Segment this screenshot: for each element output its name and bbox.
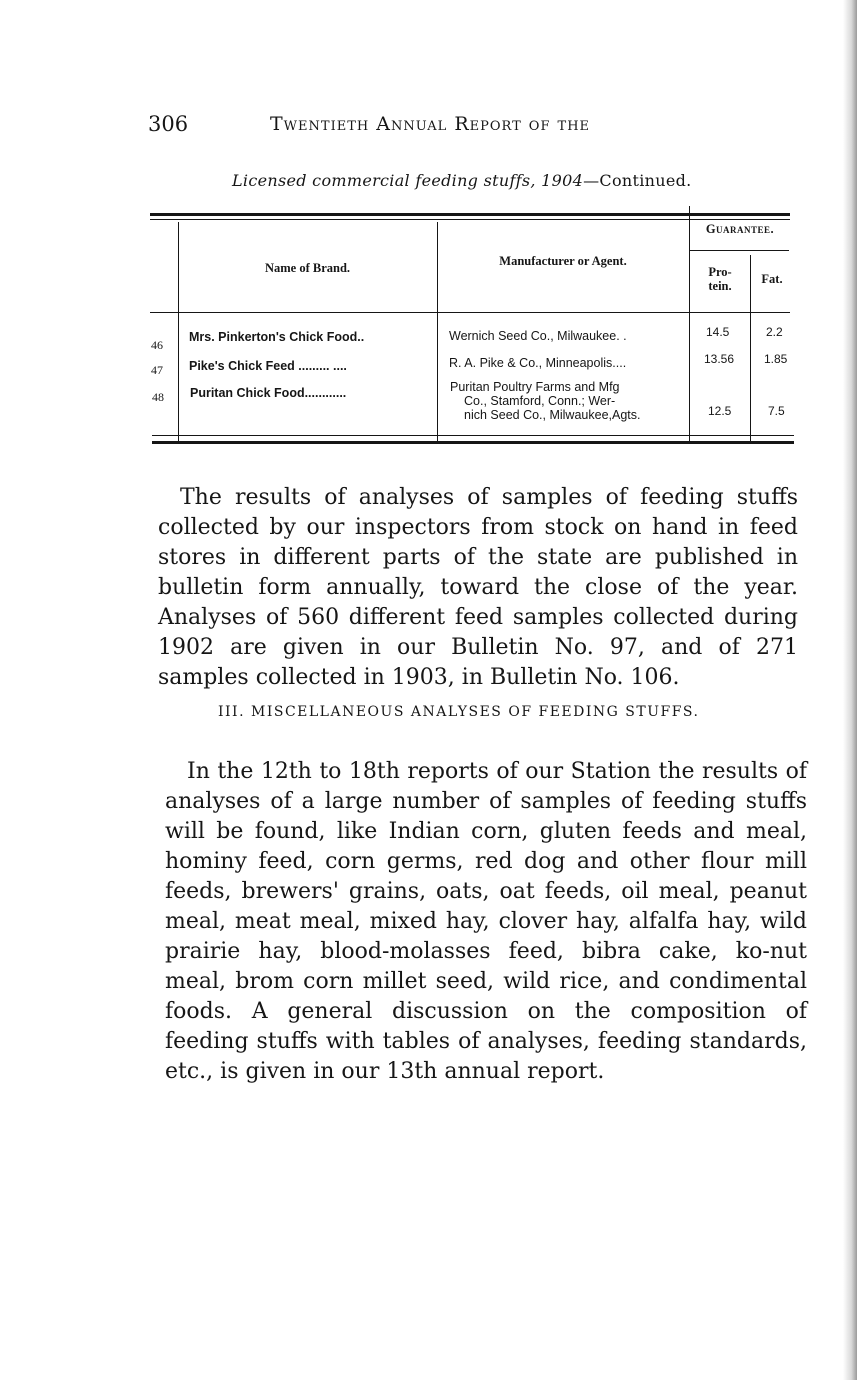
header-protein-line1: Pro- [708,265,732,279]
page-edge-shadow [843,0,857,1380]
table-top-rule [150,213,790,216]
section-heading: III. MISCELLANEOUS ANALYSES OF FEEDING STUFFS. [218,704,700,720]
row-number: 46 [151,338,163,352]
manufacturer-line: Wernich Seed Co., Milwaukee. . [449,329,627,343]
table-caption-continued: —Continued. [583,171,692,190]
guarantee-subheader-rule [689,250,789,251]
column-divider-4 [750,255,751,444]
manufacturer-line: Co., Stamford, Conn.; Wer- [464,394,616,408]
header-protein-line2: tein. [708,279,732,293]
fat-value: 7.5 [768,404,785,418]
page-header [148,112,708,146]
row-number: 47 [151,363,163,377]
fat-value: 1.85 [764,352,788,366]
header-fat: Fat. [761,272,783,286]
manufacturer-line: R. A. Pike & Co., Minneapolis.... [449,356,627,370]
column-divider-1 [178,222,179,444]
header-name-of-brand: Name of Brand. [264,261,351,275]
protein-value: 13.56 [704,352,735,366]
page-number: 306 [148,112,189,136]
protein-value: 12.5 [708,404,732,418]
row-number: 48 [152,390,164,404]
table-top-rule-thin [150,219,790,220]
header-manufacturer: Manufacturer or Agent. [499,254,627,268]
running-title: Twentieth Annual Report of the [270,113,591,135]
body-paragraph-miscellaneous: In the 12th to 18th reports of our Station the results of analyses of a large number of samples of feeding stuffs will be found, like Indian corn, gluten feeds and meal, hominy feed, corn germs, red dog and other flour mill feeds, brewers' grains, oats, oat feeds, oil meal, peanut meal, meat meal, mixed hay, clover hay, alfalfa hay, wild prairie hay, blood-molasses feed, bibra cake, ko-nut meal, brom corn millet seed, wild rice, and condimental foods. A general discussion on the composition of feeding stuffs with tables of analyses, feeding standards, etc., is given in our 13th annual report. [165,759,807,1084]
brand-name: Mrs. Pinkerton's Chick Food.. [189,330,365,344]
brand-name: Puritan Chick Food............ [190,386,347,400]
manufacturer-line: Puritan Poultry Farms and Mfg [450,380,620,394]
brand-name: Pike's Chick Feed ......... .... [189,359,347,373]
table-caption-title: Licensed commercial feeding stuffs, 1904 [232,171,584,190]
table-bottom-rule [152,441,794,444]
column-divider-3 [689,206,690,444]
header-guarantee: Guarantee. [705,222,775,236]
protein-value: 14.5 [706,325,730,339]
header-protein [691,265,749,293]
body-paragraph-results: The results of analyses of samples of feeding stuffs collected by our inspectors from stock on hand in feed stores in different parts of the state are published in bulletin form annually, toward the close of the year. Analyses of 560 different feed samples collected during 1902 are given in our Bulletin No. 97, and of 271 samples collected in 1903, in Bulletin No. 106. [158,485,798,690]
table-bottom-rule-thin [152,435,794,436]
table-caption [232,171,692,190]
fat-value: 2.2 [766,325,783,339]
table-header-rule [150,312,790,313]
manufacturer-line: nich Seed Co., Milwaukee,Agts. [464,408,641,422]
column-divider-2 [437,222,438,444]
